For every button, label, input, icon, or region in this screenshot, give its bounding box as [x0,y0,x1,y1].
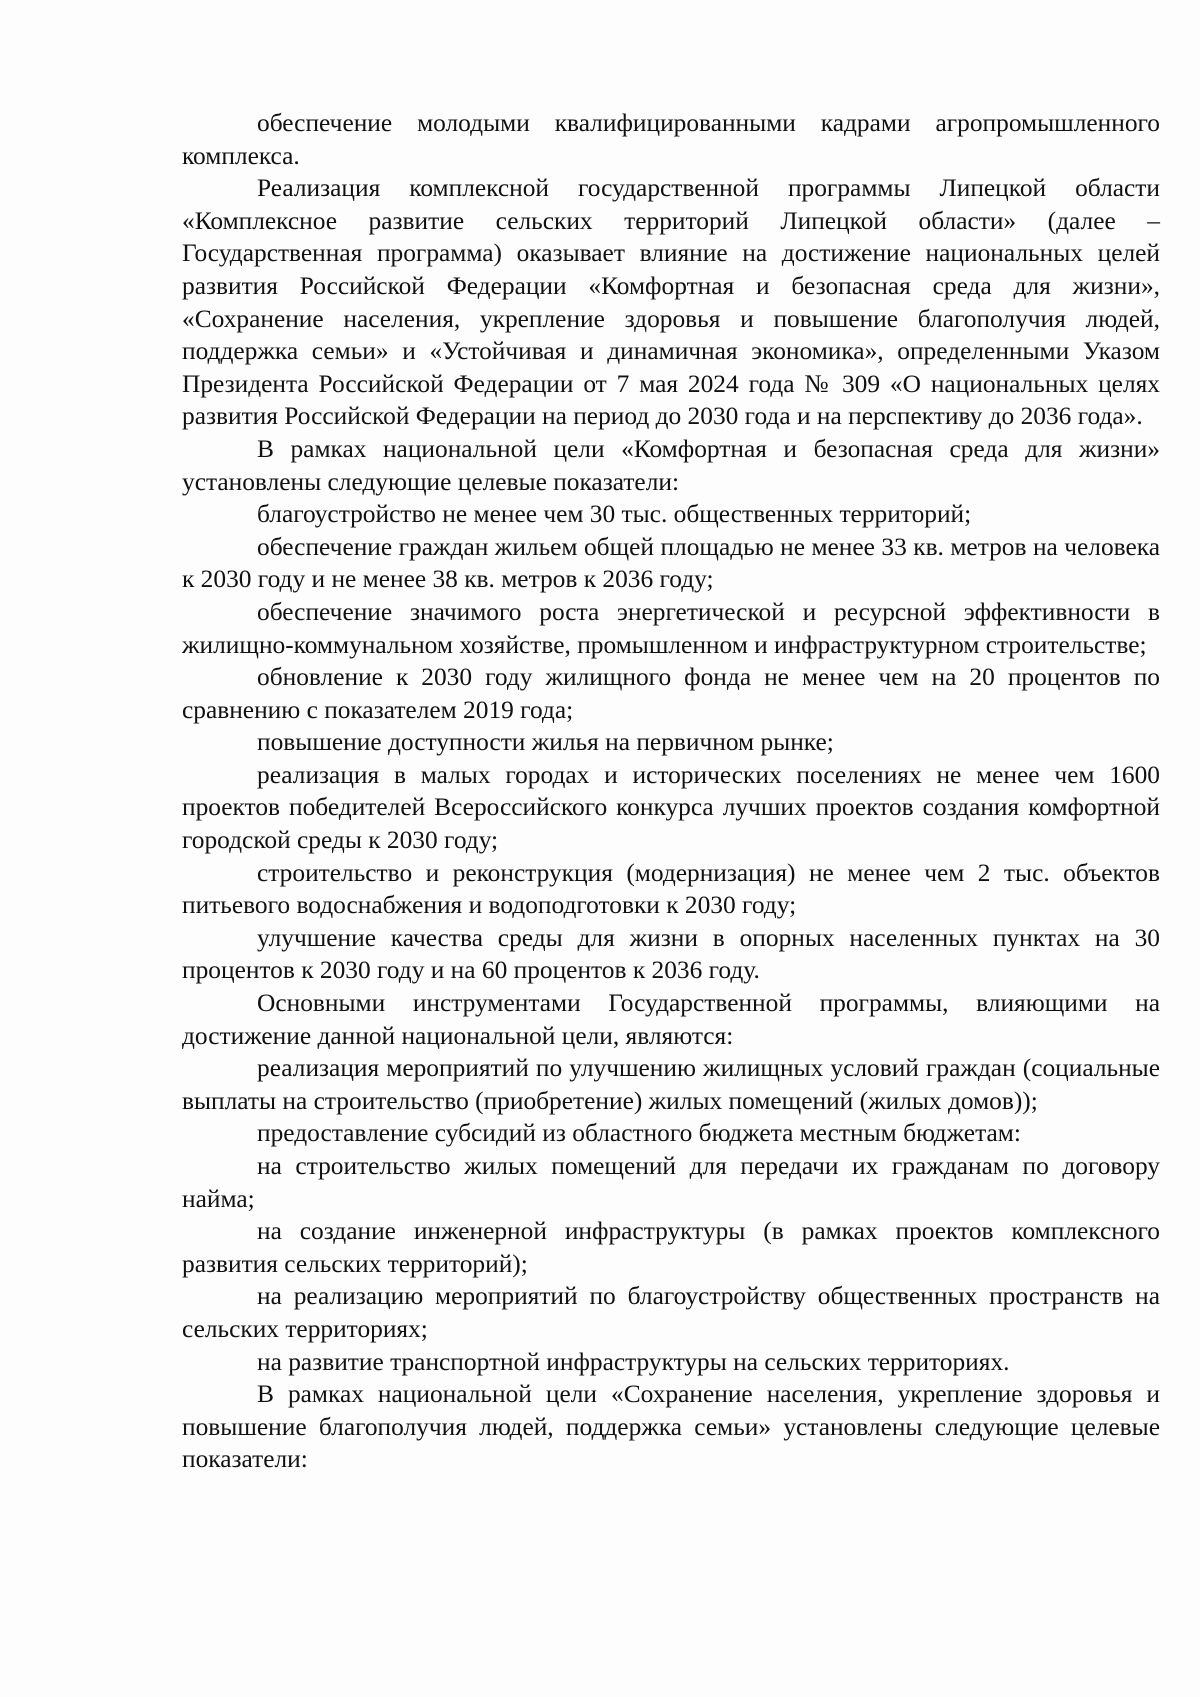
paragraph: на развитие транспортной инфраструктуры на сельских территориях. [257,1347,1010,1376]
paragraph: благоустройство не менее чем 30 тыс. общественных территорий; [257,500,972,529]
paragraph: В рамках национальной цели «Сохранение населения, укрепление здоровья и повышение благополучия людей, поддержка семьи» установлены следующие целевые показатели: [182,1380,1160,1474]
document-body [182,107,1160,1476]
paragraph: реализация мероприятий по улучшению жилищных условий граждан (социальные выплаты на строительство (приобретение) жилых помещений (жилых домов)); [182,1054,1160,1115]
paragraph: обновление к 2030 году жилищного фонда не менее чем на 20 процентов по сравнению с показателем 2019 года; [182,663,1160,724]
paragraph: повышение доступности жилья на первичном рынке; [257,728,834,757]
paragraph: обеспечение молодыми квалифицированными кадрами агропромышленного комплекса. [182,109,1160,170]
paragraph: обеспечение граждан жильем общей площадью не менее 33 кв. метров на человека к 2030 году и не менее 38 кв. метров к 2036 году; [182,532,1160,594]
paragraph: обеспечение значимого роста энергетической и ресурсной эффективности в жилищно-коммунальном хозяйстве, промышленном и инфраструктурном строительстве; [182,597,1160,659]
paragraph: улучшение качества среды для жизни в опорных населенных пунктах на 30 процентов к 2030 году и на 60 процентов к 2036 году. [182,923,1160,985]
paragraph: реализация в малых городах и исторических поселениях не менее чем 1600 проектов победителей Всероссийского конкурса лучших проектов создания комфортной городской среды к 2030 году; [182,760,1160,855]
paragraph: Основными инструментами Государственной программы, влияющими на достижение данной национальной цели, являются: [182,989,1160,1050]
paragraph: строительство и реконструкция (модернизация) не менее чем 2 тыс. объектов питьевого водоснабжения и водоподготовки к 2030 году; [182,858,1160,920]
paragraph: на создание инженерной инфраструктуры (в рамках проектов комплексного развития сельских территорий); [182,1217,1160,1278]
paragraph: предоставление субсидий из областного бюджета местным бюджетам: [257,1119,1021,1148]
paragraph: Реализация комплексной государственной программы Липецкой области «Комплексное развитие сельских территорий Липецкой области» (далее – Государственная программа) оказывает влияние на достижение национальных целей развития Российской Федерации «Комфортная и безопасная среда для жизни», «Сохранение населения, укрепление здоровья и повышение благополучия людей, поддержка семьи» и «Устойчивая и динамичная экономика», определенными Указом Президента Российской Федерации от 7 мая 2024 года № 309 «О национальных целях развития Российской Федерации на период до 2030 года и на перспективу до 2036 года». [182,174,1160,431]
paragraph: В рамках национальной цели «Комфортная и безопасная среда для жизни» установлены следующие целевые показатели: [182,434,1160,496]
paragraph: на строительство жилых помещений для передачи их гражданам по договору найма; [182,1152,1160,1213]
paragraph: на реализацию мероприятий по благоустройству общественных пространств на сельских территориях; [182,1282,1160,1343]
